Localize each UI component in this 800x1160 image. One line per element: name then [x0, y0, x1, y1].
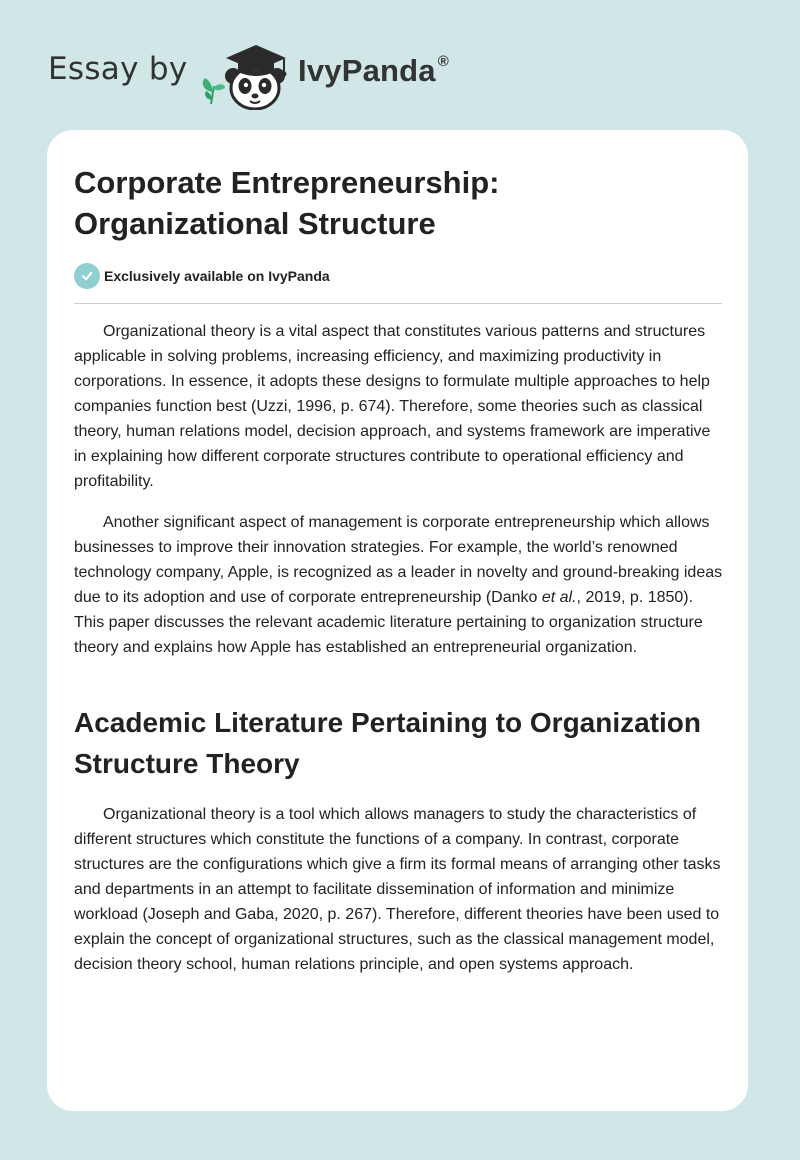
section-heading: Academic Literature Pertaining to Organization Structure Theory: [74, 707, 702, 779]
exclusive-badge: [74, 263, 330, 289]
checkmark-icon: [74, 263, 100, 289]
divider: [74, 303, 722, 304]
citation-et-al: et al.: [541, 589, 577, 606]
brand-name: IvyPanda ®: [298, 53, 449, 88]
paragraph-apple: Another significant aspect of management is corporate entrepreneurship which allows businesses to improve their innovation strategies. For example, the world’s renowned technology company, Apple, is recognized as a leader in novelty and ground-breaking ideas due to its adoption and use of corporate entrepreneurship (Danko et al., 2019, p. 1850). This paper discusses the relevant academic literature pertaining to organization structure theory and explains how Apple has established an entrepreneurial organization.: [74, 514, 723, 656]
panda-graduate-icon: [200, 36, 300, 110]
paragraph-intro: Organizational theory is a vital aspect that constitutes various patterns and structures applicable in solving problems, increasing efficiency, and maximizing productivity in corporations. In essence, it adopts these designs to formulate multiple approaches to help companies function best (Uzzi, 1996, p. 674). Therefore, some theories such as classical theory, human relations model, decision approach, and systems framework are imperative in explaining how different corporate structures contribute to operational efficiency and profitability.: [74, 323, 711, 490]
exclusive-badge-label: Exclusively available on IvyPanda: [104, 268, 330, 284]
essay-by-label: Essay by: [48, 51, 188, 87]
essay-card: [47, 130, 748, 1111]
page-title: Corporate Entrepreneurship: Organizational Structure: [74, 165, 500, 241]
paragraph-section: Organizational theory is a tool which allows managers to study the characteristics of different structures which constitute the functions of a company. In contrast, corporate structures are the configurations which give a firm its formal means of arranging other tasks and departments in an attempt to facilitate dissemination of information and minimize workload (Joseph and Gaba, 2020, p. 267). Therefore, different theories have been used to explain the concept of organizational structures, such as the classical management model, decision theory school, human relations principle, and open systems approach.: [74, 806, 721, 973]
site-header: [48, 36, 508, 108]
